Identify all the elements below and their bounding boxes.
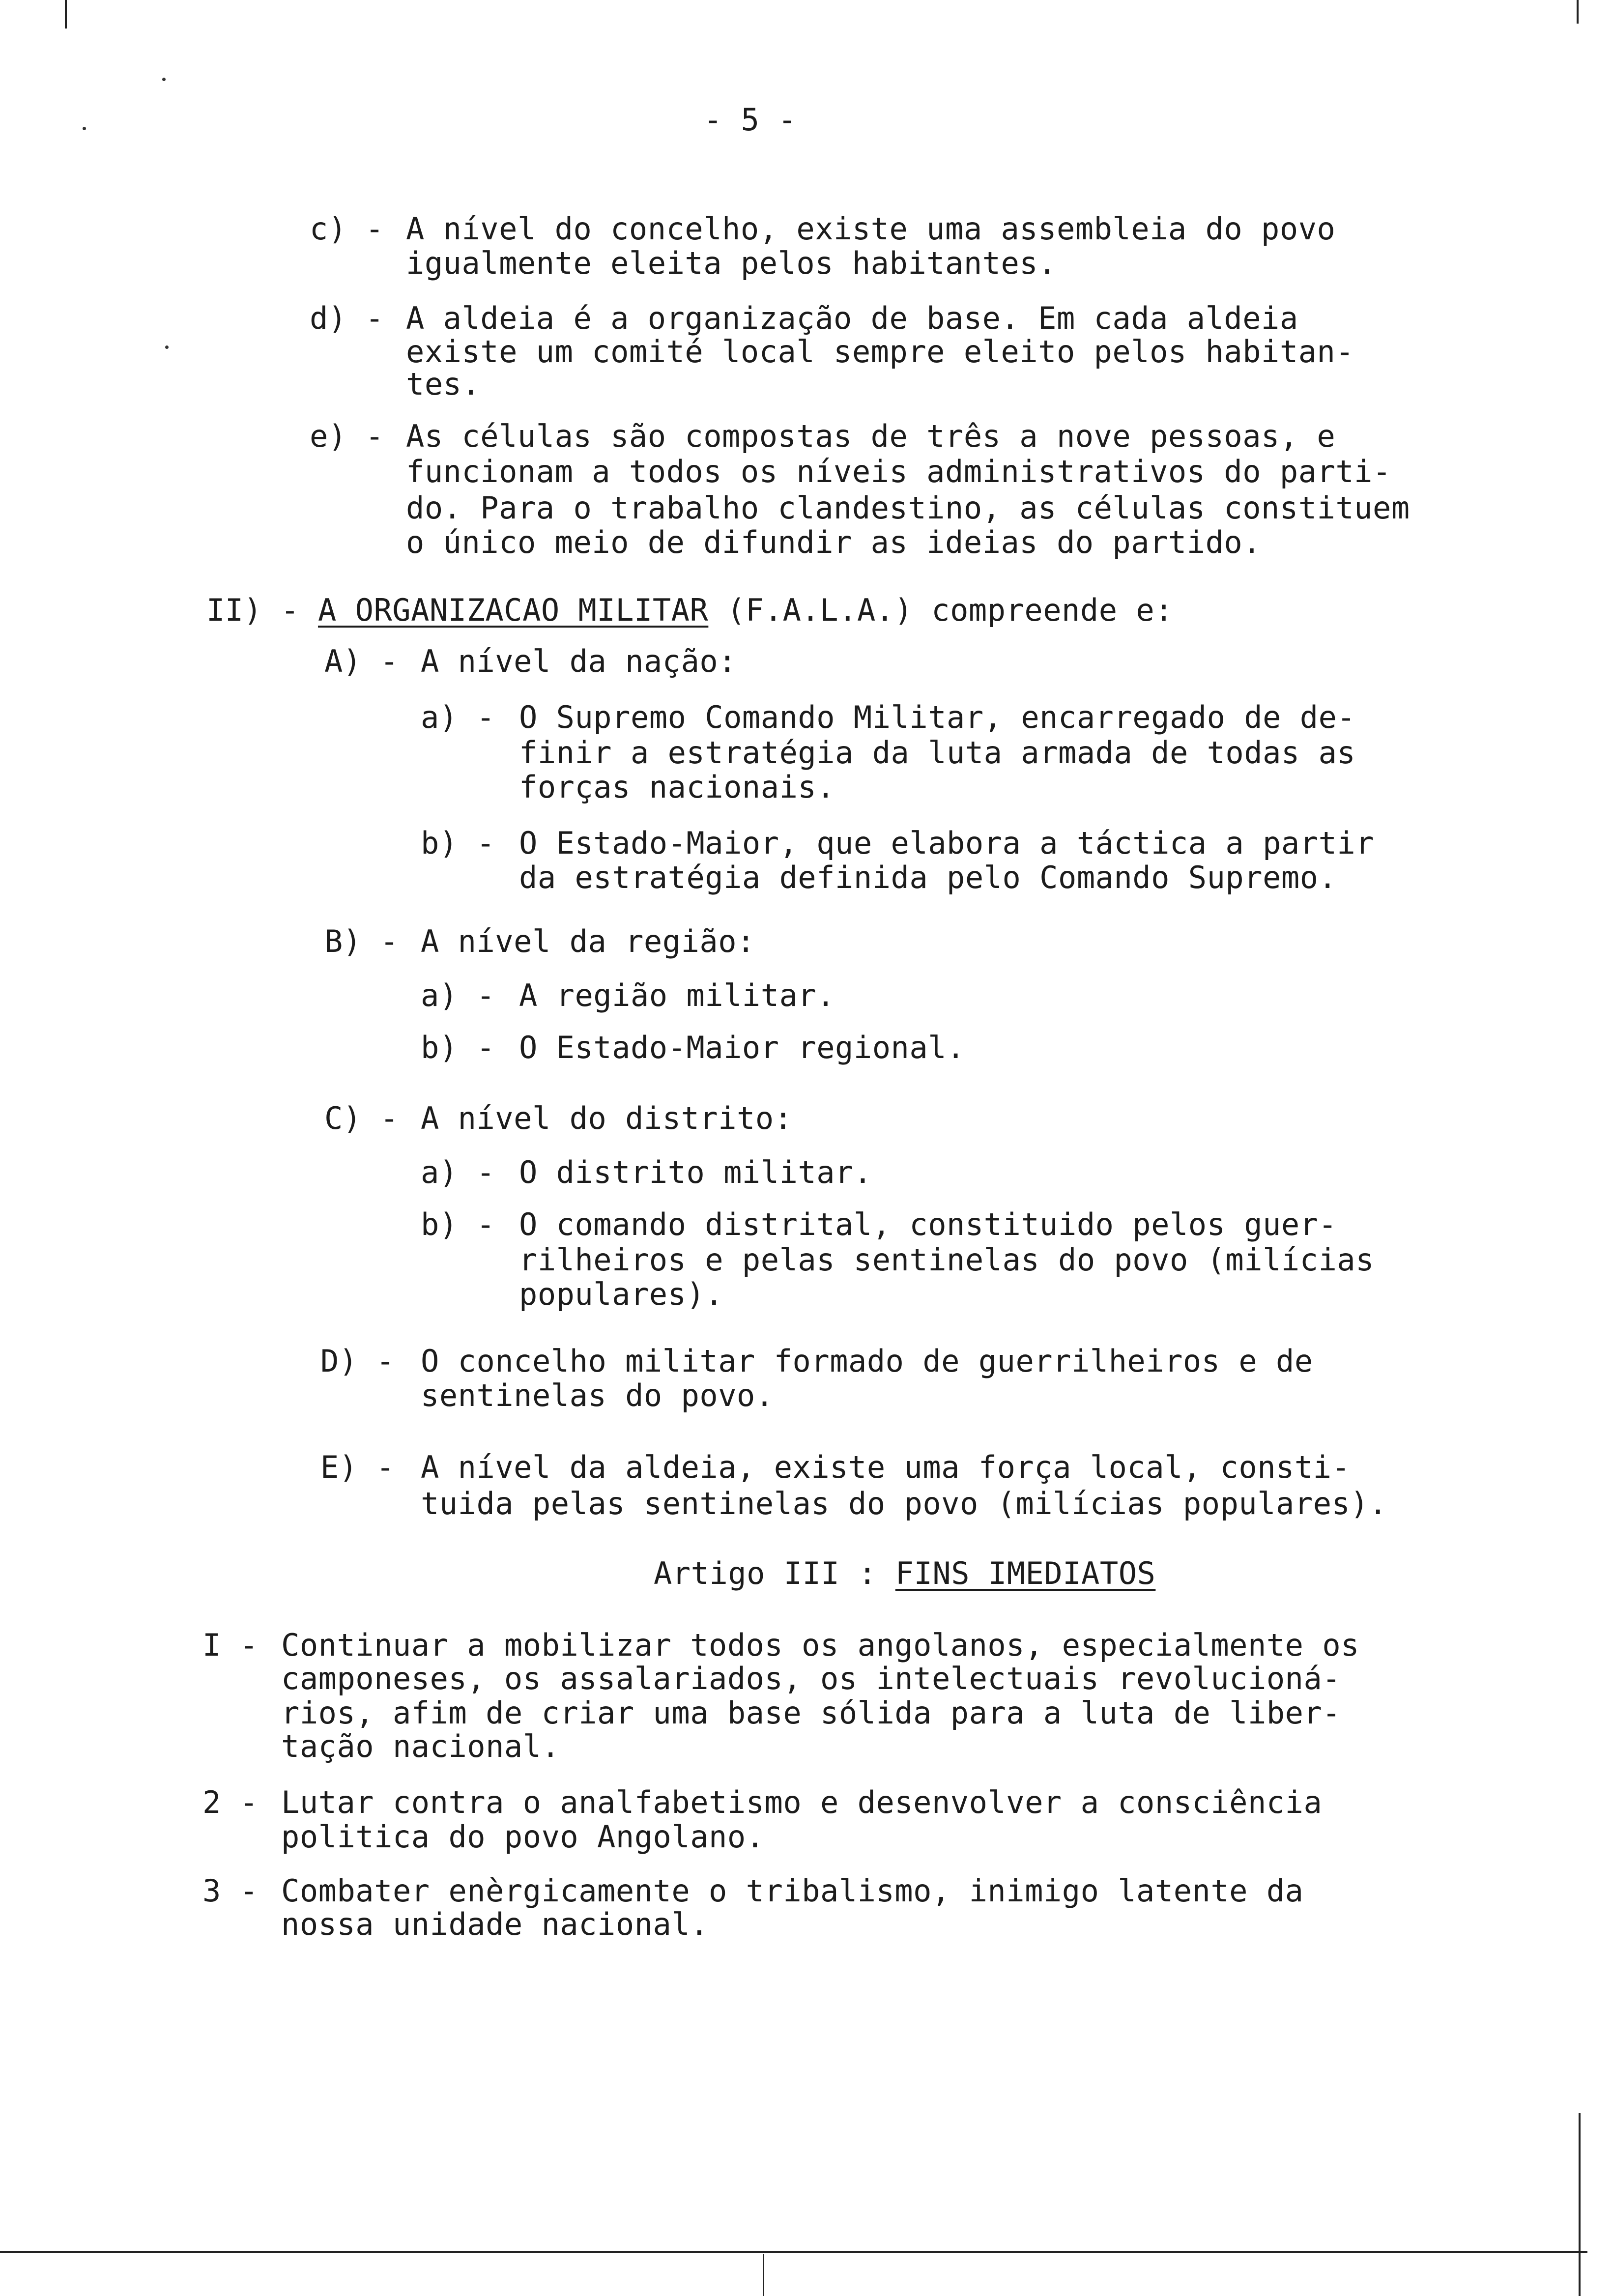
item-e-upper-label: E) - — [320, 1449, 395, 1485]
article-title: FINS IMEDIATOS — [895, 1555, 1156, 1591]
aim-line: Combater enèrgicamente o tribalismo, inimigo latente da — [281, 1873, 1304, 1909]
section-ii-heading — [206, 593, 1173, 628]
group-c-item-b-label: b) - — [421, 1206, 495, 1242]
aim-label: I - — [202, 1627, 259, 1663]
aim-line: nossa unidade nacional. — [281, 1906, 709, 1942]
group-a-title: A nível da nação: — [421, 643, 737, 679]
page-right-edge — [1579, 2113, 1581, 2296]
group-b-item-a-line: A região militar. — [519, 977, 835, 1013]
group-b-item-b-label: b) - — [421, 1030, 495, 1065]
group-a-item-b-label: b) - — [421, 825, 495, 861]
item-c-line: igualmente eleita pelos habitantes. — [406, 245, 1057, 281]
aim-label: 2 - — [202, 1784, 259, 1820]
item-e-upper-line: A nível da aldeia, existe uma força local, consti- — [421, 1449, 1351, 1485]
group-c-item-a-line: O distrito militar. — [519, 1154, 872, 1190]
scan-speck — [162, 78, 166, 81]
aim-line: Lutar contra o analfabetismo e desenvolver a consciência — [281, 1784, 1323, 1820]
group-b-title: A nível da região: — [421, 923, 755, 959]
item-d-upper-line: sentinelas do povo. — [421, 1378, 774, 1413]
group-a-item-b-line: da estratégia definida pelo Comando Supremo. — [519, 860, 1337, 895]
item-e-label: e) - — [310, 418, 384, 454]
group-b-label: B) - — [324, 923, 399, 959]
item-d-line: tes. — [406, 366, 481, 402]
group-c-item-b-line: O comando distrital, constituido pelos guer- — [519, 1206, 1337, 1242]
group-a-item-a-line: forças nacionais. — [519, 769, 835, 805]
group-c-item-a-label: a) - — [421, 1154, 495, 1190]
item-c-label: c) - — [310, 211, 384, 247]
item-d-line: A aldeia é a organização de base. Em cada aldeia — [406, 300, 1298, 336]
article-prefix: Artigo III : — [654, 1555, 895, 1591]
group-a-item-a-line: finir a estratégia da luta armada de todas as — [519, 735, 1356, 771]
group-a-item-a-line: O Supremo Comando Militar, encarregado de de- — [519, 699, 1356, 735]
item-d-upper-label: D) - — [320, 1343, 395, 1379]
scan-speck — [165, 345, 169, 349]
aim-line: camponeses, os assalariados, os intelectuais revolucioná- — [281, 1661, 1341, 1696]
aim-line: Continuar a mobilizar todos os angolanos, especialmente os — [281, 1627, 1359, 1663]
item-e-line: funcionam a todos os níveis administrativos do parti- — [406, 454, 1391, 489]
group-c-title: A nível do distrito: — [421, 1100, 793, 1136]
group-a-item-a-label: a) - — [421, 699, 495, 735]
article-heading — [654, 1556, 1155, 1591]
group-b-item-a-label: a) - — [421, 977, 495, 1013]
section-ii-label: II) - — [206, 592, 300, 628]
section-ii-title: A ORGANIZACAO MILITAR — [317, 592, 709, 628]
aim-line: tação nacional. — [281, 1728, 560, 1764]
item-d-label: d) - — [310, 300, 384, 336]
group-a-label: A) - — [324, 643, 399, 679]
aim-line: rios, afim de criar uma base sólida para a luta de liber- — [281, 1695, 1341, 1731]
group-a-item-b-line: O Estado-Maior, que elabora a táctica a partir — [519, 825, 1375, 861]
group-c-label: C) - — [324, 1100, 399, 1136]
group-c-item-b-line: populares). — [519, 1276, 724, 1312]
item-e-line: As células são compostas de três a nove pessoas, e — [406, 418, 1336, 454]
aim-line: politica do povo Angolano. — [281, 1819, 765, 1855]
item-e-line: do. Para o trabalho clandestino, as células constituem — [406, 490, 1410, 526]
item-e-upper-line: tuida pelas sentinelas do povo (milícias populares). — [421, 1486, 1388, 1521]
group-b-item-b-line: O Estado-Maior regional. — [519, 1030, 965, 1065]
scan-edge-mark-top-left — [65, 0, 67, 29]
section-ii-title-rest: (F.A.L.A.) compreende e: — [708, 592, 1174, 628]
page-bottom-rule — [0, 2251, 1587, 2253]
item-d-upper-line: O concelho militar formado de guerrilheiros e de — [421, 1343, 1313, 1379]
group-c-item-b-line: rilheiros e pelas sentinelas do povo (milícias — [519, 1242, 1375, 1278]
page-number: - 5 - — [704, 102, 797, 138]
scan-edge-mark-top-right — [1577, 0, 1579, 24]
aim-label: 3 - — [202, 1873, 259, 1909]
item-c-line: A nível do concelho, existe uma assembleia do povo — [406, 211, 1336, 247]
item-d-line: existe um comité local sempre eleito pelos habitan- — [406, 334, 1354, 370]
page-bottom-tick — [763, 2254, 764, 2296]
item-e-line: o único meio de difundir as ideias do partido. — [406, 524, 1262, 560]
scan-speck — [83, 127, 86, 130]
